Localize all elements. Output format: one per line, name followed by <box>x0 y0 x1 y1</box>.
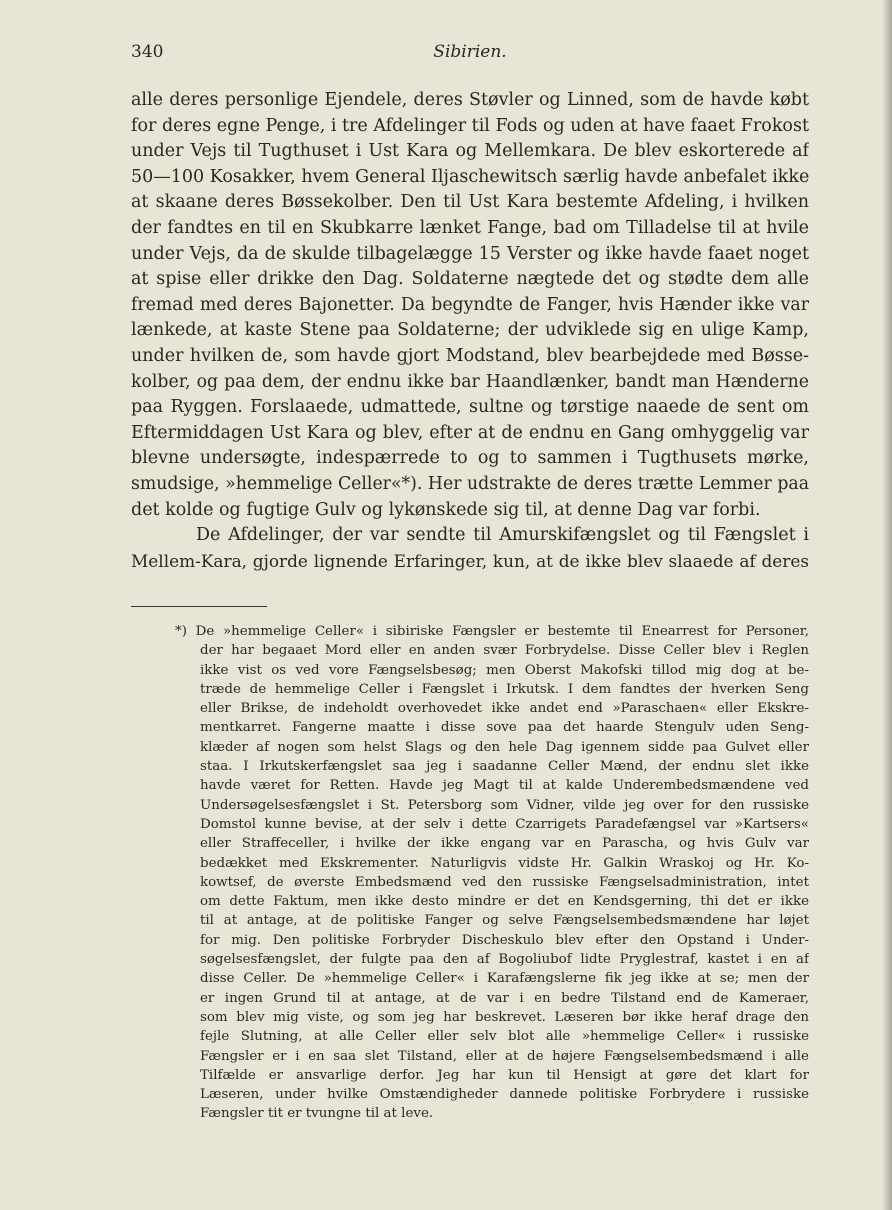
footnote-line: disse Celler. De »hemmelige Celler« i Karafængslerne fik jeg ikke at se; men der <box>200 971 809 987</box>
footnote-line: mentkarret. Fangerne maatte i disse sove paa det haarde Stengulv uden Seng- <box>200 720 809 736</box>
body-line: De Afdelinger, der var sendte til Amurskifængslet og til Fængslet i <box>196 525 809 546</box>
body-line: under Vejs, da de skulde tilbagelægge 15 Verster og ikke havde faaet noget <box>131 243 809 264</box>
body-line: blevne undersøgte, indespærrede to og to sammen i Tugthusets mørke, <box>131 448 809 469</box>
body-line: 50—100 Kosakker, hvem General Iljaschewitsch særlig havde anbefalet ikke <box>131 166 809 187</box>
page-number: 340 <box>131 42 164 62</box>
body-line: for deres egne Penge, i tre Afdelinger til Fods og uden at have faaet Frokost <box>131 115 809 136</box>
page-edge-shadow <box>882 0 892 1210</box>
body-line: paa Ryggen. Forslaaede, udmattede, sultne og tørstige naaede de sent om <box>131 397 809 418</box>
footnote-divider <box>131 606 267 607</box>
body-line: at skaane deres Bøssekolber. Den til Ust Kara bestemte Afdeling, i hvilken <box>131 192 809 213</box>
footnote-line: kowtsef, de øverste Embedsmænd ved den russiske Fængselsadministration, intet <box>200 874 809 890</box>
body-line: under hvilken de, som havde gjort Modstand, blev bearbejdede med Bøsse- <box>131 345 809 366</box>
footnote-line: havde været for Retten. Havde jeg Magt til at kalde Underembedsmændene ved <box>200 778 809 794</box>
footnote-line: som blev mig viste, og som jeg har beskrevet. Læseren bør ikke heraf drage den <box>200 1009 809 1025</box>
body-line: lænkede, at kaste Stene paa Soldaterne; der udviklede sig en ulige Kamp, <box>131 320 809 341</box>
body-line: smudsige, »hemmelige Celler«*). Her udstrakte de deres trætte Lemmer paa <box>131 473 809 494</box>
footnote-line: Fængsler tit er tvungne til at leve. <box>200 1106 434 1122</box>
footnote-line: for mig. Den politiske Forbryder Discheskulo blev efter den Opstand i Under- <box>200 932 809 948</box>
footnote-line: til at antage, at de politiske Fanger og selve Fængselsembedsmændene har løjet <box>200 913 809 929</box>
footnote-line: er ingen Grund til at antage, at de var i en bedre Tilstand end de Kameraer, <box>200 990 809 1006</box>
footnote-line: Tilfælde er ansvarlige derfor. Jeg har kun til Hensigt at gøre det klart for <box>200 1067 809 1083</box>
footnote-line: Undersøgelsesfængslet i St. Petersborg som Vidner, vilde jeg over for den russiske <box>200 797 809 813</box>
body-line: Eftermiddagen Ust Kara og blev, efter at de endnu en Gang omhyggelig var <box>131 422 809 443</box>
body-line: det kolde og fugtige Gulv og lykønskede sig til, at denne Dag var forbi. <box>131 499 761 520</box>
footnote-line: klæder af nogen som helst Slags og den hele Dag igennem sidde paa Gulvet eller <box>200 739 809 755</box>
body-line: fremad med deres Bajonetter. Da begyndte de Fanger, hvis Hænder ikke var <box>131 294 809 315</box>
footnote <box>175 622 809 1124</box>
main-text <box>131 88 809 574</box>
footnote-line: søgelsesfængslet, der fulgte paa den af Bogoliubof lidte Pryglestraf, kastet i en af <box>200 952 809 968</box>
footnote-line: Domstol kunne bevise, at der selv i dette Czarrigets Paradefængsel var »Kartsers« <box>200 816 809 832</box>
body-line: der fandtes en til en Skubkarre lænket Fange, bad om Tilladelse til at hvile <box>131 217 809 238</box>
footnote-line: fejle Slutning, at alle Celler eller selv blot alle »hemmelige Celler« i russiske <box>200 1029 809 1045</box>
footnote-line: *) De »hemmelige Celler« i sibiriske Fængsler er bestemte til Enearrest for Personer, <box>175 624 809 639</box>
running-title: Sibirien. <box>433 42 507 62</box>
footnote-line: træde de hemmelige Celler i Fængslet i Irkutsk. I dem fandtes der hverken Seng <box>200 681 809 697</box>
body-line: under Vejs til Tugthuset i Ust Kara og Mellemkara. De blev eskorterede af <box>131 141 809 162</box>
footnote-line: Læseren, under hvilke Omstændigheder dannede politiske Forbrydere i russiske <box>200 1087 809 1103</box>
footnote-line: eller Straffeceller, i hvilke der ikke engang var en Parascha, og hvis Gulv var <box>200 836 809 852</box>
page-header <box>131 42 809 72</box>
body-line: Mellem-Kara, gjorde lignende Erfaringer, kun, at de ikke blev slaaede af deres <box>131 550 809 571</box>
body-line: at spise eller drikke den Dag. Soldaterne nægtede det og stødte dem alle <box>131 269 809 290</box>
footnote-line: staa. I Irkutskerfængslet saa jeg i saadanne Celler Mænd, der endnu slet ikke <box>200 759 809 775</box>
footnote-line: eller Brikse, de indeholdt overhovedet ikke andet end »Paraschaen« eller Ekskre- <box>200 701 809 717</box>
body-line: kolber, og paa dem, der endnu ikke bar Haandlænker, bandt man Hænderne <box>131 371 809 392</box>
footnote-line: om dette Faktum, men ikke desto mindre er det en Kendsgerning, thi det er ikke <box>200 894 809 910</box>
footnote-line: der har begaaet Mord eller en anden svær Forbrydelse. Disse Celler blev i Reglen <box>200 643 809 659</box>
footnote-line: bedækket med Ekskrementer. Naturligvis vidste Hr. Galkin Wraskoj og Hr. Ko- <box>200 855 809 871</box>
body-line: alle deres personlige Ejendele, deres Støvler og Linned, som de havde købt <box>131 90 809 110</box>
footnote-line: ikke vist os ved vore Fængselsbesøg; men Oberst Makofski tillod mig dog at be- <box>200 662 809 678</box>
footnote-line: Fængsler er i en saa slet Tilstand, eller at de højere Fængselsembedsmænd i alle <box>200 1048 809 1064</box>
